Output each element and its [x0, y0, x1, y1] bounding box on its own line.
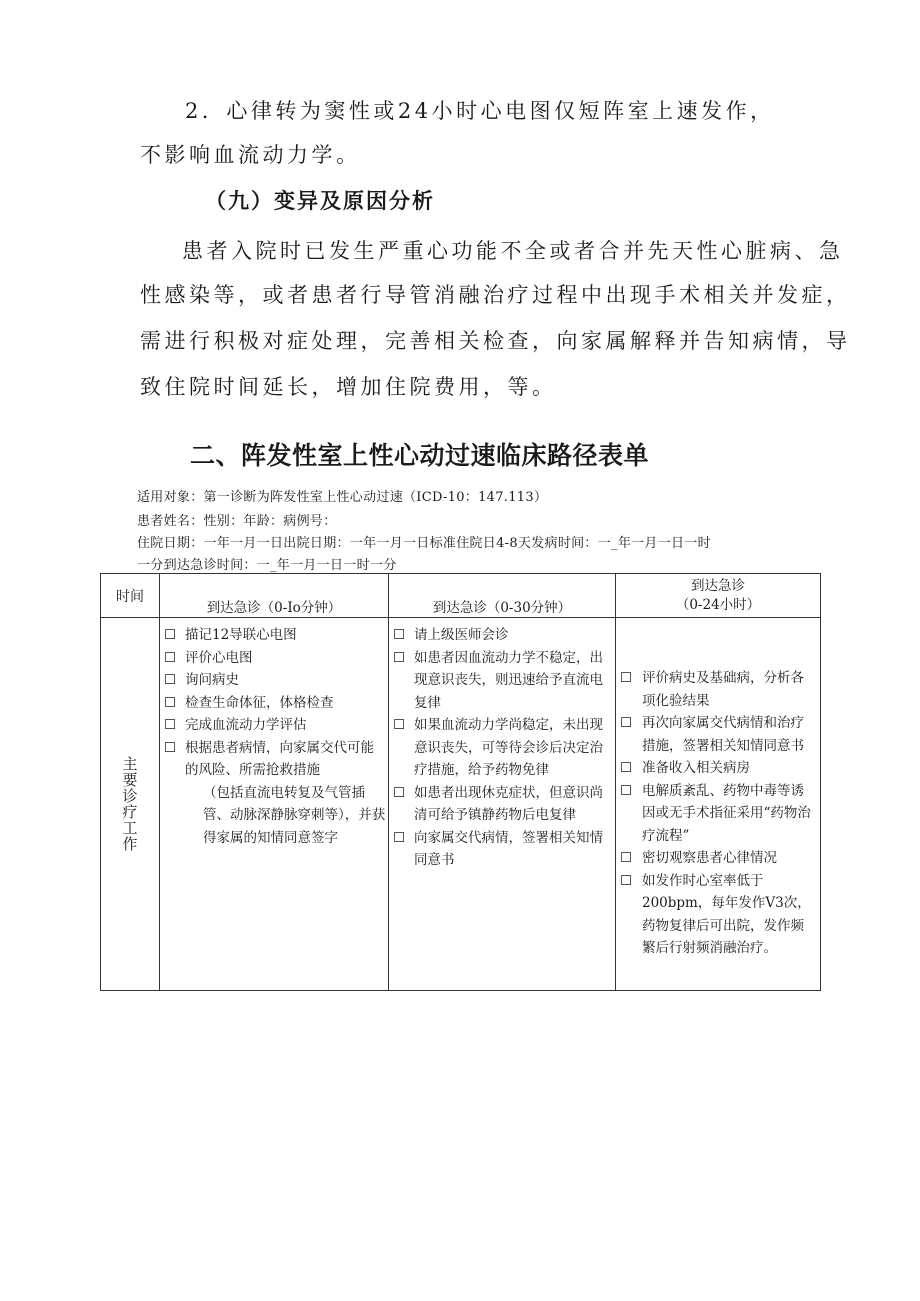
col2-cell [389, 618, 616, 991]
col1-item-text: 完成血流动力学评估 [185, 717, 307, 733]
col3-item [618, 712, 817, 757]
row-label-cell [101, 618, 160, 991]
checkbox-icon[interactable]: ☐ [620, 670, 633, 686]
col1-item [162, 737, 385, 782]
checkbox-icon[interactable]: ☐ [393, 717, 406, 733]
col1-item [162, 669, 385, 692]
col3-item-text: 准备收入相关病房 [642, 760, 750, 776]
col1-item [162, 714, 385, 737]
col1-item [162, 647, 385, 670]
col2-item-text: 向家属交代病情，签署相关知情同意书 [414, 829, 603, 868]
col1-item-text: 根据患者病情，向家属交代可能的风险、所需抢救措施 [185, 739, 374, 778]
col2-item [391, 782, 612, 827]
col3-item-text: 评价病史及基础病，分析各项化验结果 [642, 670, 804, 709]
col1-item [162, 692, 385, 715]
intro-line-1: 2．心律转为窦性或24小时心电图仅短阵室上速发作， [185, 99, 775, 123]
header-col2: 到达急诊（0-30分钟） [389, 574, 616, 618]
col3-item-text: 电解质紊乱、药物中毒等诱因或无手术指征采用“药物治疗流程” [642, 782, 811, 844]
col2-item-text: 如患者因血流动力学不稳定，出现意识丧失，则迅速给予直流电复律 [414, 649, 603, 711]
col1-item-text: 检查生命体征，体格检查 [185, 694, 334, 711]
checkbox-icon[interactable]: ☐ [393, 829, 406, 846]
checkbox-icon[interactable]: ☐ [164, 739, 177, 756]
col3-item [618, 667, 817, 712]
col1-item-text: 评价心电图 [185, 649, 253, 666]
section9-body-line: 性感染等，或者患者行导管消融治疗过程中出现手术相关并发症， [140, 283, 851, 307]
checkbox-icon[interactable]: ☐ [164, 717, 177, 733]
form-meta-applicable: 适用对象：第一诊断为阵发性室上性心动过速（ICD-10：147.113） [137, 490, 548, 505]
checkbox-icon[interactable]: ☐ [620, 872, 633, 889]
form-title: 二、阵发性室上性心动过速临床路径表单 [190, 441, 650, 470]
checkbox-icon[interactable]: ☐ [620, 850, 633, 866]
col1-item-text: 询问病史 [185, 672, 239, 688]
checkbox-icon[interactable]: ☐ [620, 782, 633, 799]
form-meta-dates: 住院日期：一年一月一日出院日期：一年一月一日标准住院日4-8天发病时间：一_年一月一日一时 [137, 536, 711, 551]
col2-item [391, 624, 612, 647]
col3-item [618, 757, 817, 780]
col1-cell [160, 618, 389, 991]
checkbox-icon[interactable]: ☐ [393, 627, 406, 643]
col2-item-text: 如果血流动力学尚稳定，未出现意识丧失，可等待会诊后决定治疗措施，给予药物免律 [414, 717, 603, 778]
section9-heading: （九）变异及原因分析 [205, 188, 435, 213]
col2-item-text: 请上级医师会诊 [414, 627, 509, 643]
col1-item-text: 描记12导联心电图 [185, 627, 297, 643]
col1-item [162, 624, 385, 647]
clinical-pathway-table [100, 573, 821, 991]
header-time: 时间 [101, 574, 160, 618]
checkbox-icon[interactable]: ☐ [164, 672, 177, 688]
col3-cell [616, 618, 821, 991]
header-col3 [616, 574, 821, 618]
section9-body-line: 患者入院时已发生严重心功能不全或者合并先天性心脏病、急 [182, 239, 844, 263]
col3-item-text: 如发作时心室率低于200bpm，每年发作V3次，药物复律后可出院，发作频繁后行射频消融治疗。 [642, 872, 811, 956]
header-col1: 到达急诊（0-Io分钟） [160, 574, 389, 618]
col3-checklist [616, 618, 820, 960]
col2-checklist [389, 618, 615, 872]
col3-item [618, 847, 817, 870]
form-meta-patient: 患者姓名：性别：年龄：病例号： [137, 514, 337, 529]
col3-item [618, 870, 817, 960]
col1-extra-text: （包括直流电转复及气管插管、动脉深静脉穿刺等），并获得家属的知情同意签字 [203, 784, 386, 846]
checkbox-icon[interactable]: ☐ [164, 627, 177, 643]
col2-item [391, 827, 612, 872]
checkbox-icon[interactable]: ☐ [393, 649, 406, 666]
row-label: 主要诊疗工作 [120, 756, 139, 852]
form-meta-arrival: 一分到达急诊时间：一_年一月一日一时一分 [137, 558, 397, 573]
checkbox-icon[interactable]: ☐ [164, 649, 177, 666]
col2-item-text: 如患者出现休克症状，但意识尚清可给予镇静药物后电复律 [414, 784, 603, 823]
header-col3-line2: （0-24小时） [675, 596, 761, 613]
table-row-main-work [101, 618, 821, 991]
table-header-row [101, 574, 821, 618]
col3-item [618, 780, 817, 848]
col2-item [391, 647, 612, 715]
checkbox-icon[interactable]: ☐ [393, 784, 406, 801]
section9-body-line: 致住院时间延长，增加住院费用，等。 [140, 375, 557, 399]
intro-line-2: 不影响血流动力学。 [140, 143, 361, 167]
header-col3-line1: 到达急诊 [691, 577, 745, 594]
section9-body-line: 需进行积极对症处理，完善相关检查，向家属解释并告知病情，导 [140, 329, 851, 353]
col1-checklist [160, 618, 388, 782]
checkbox-icon[interactable]: ☐ [164, 694, 177, 711]
col2-item [391, 714, 612, 782]
col3-item-text: 再次向家属交代病情和治疗措施，签署相关知情同意书 [642, 715, 804, 754]
checkbox-icon[interactable]: ☐ [620, 760, 633, 776]
col3-item-text: 密切观察患者心律情况 [642, 850, 777, 866]
checkbox-icon[interactable]: ☐ [620, 715, 633, 731]
